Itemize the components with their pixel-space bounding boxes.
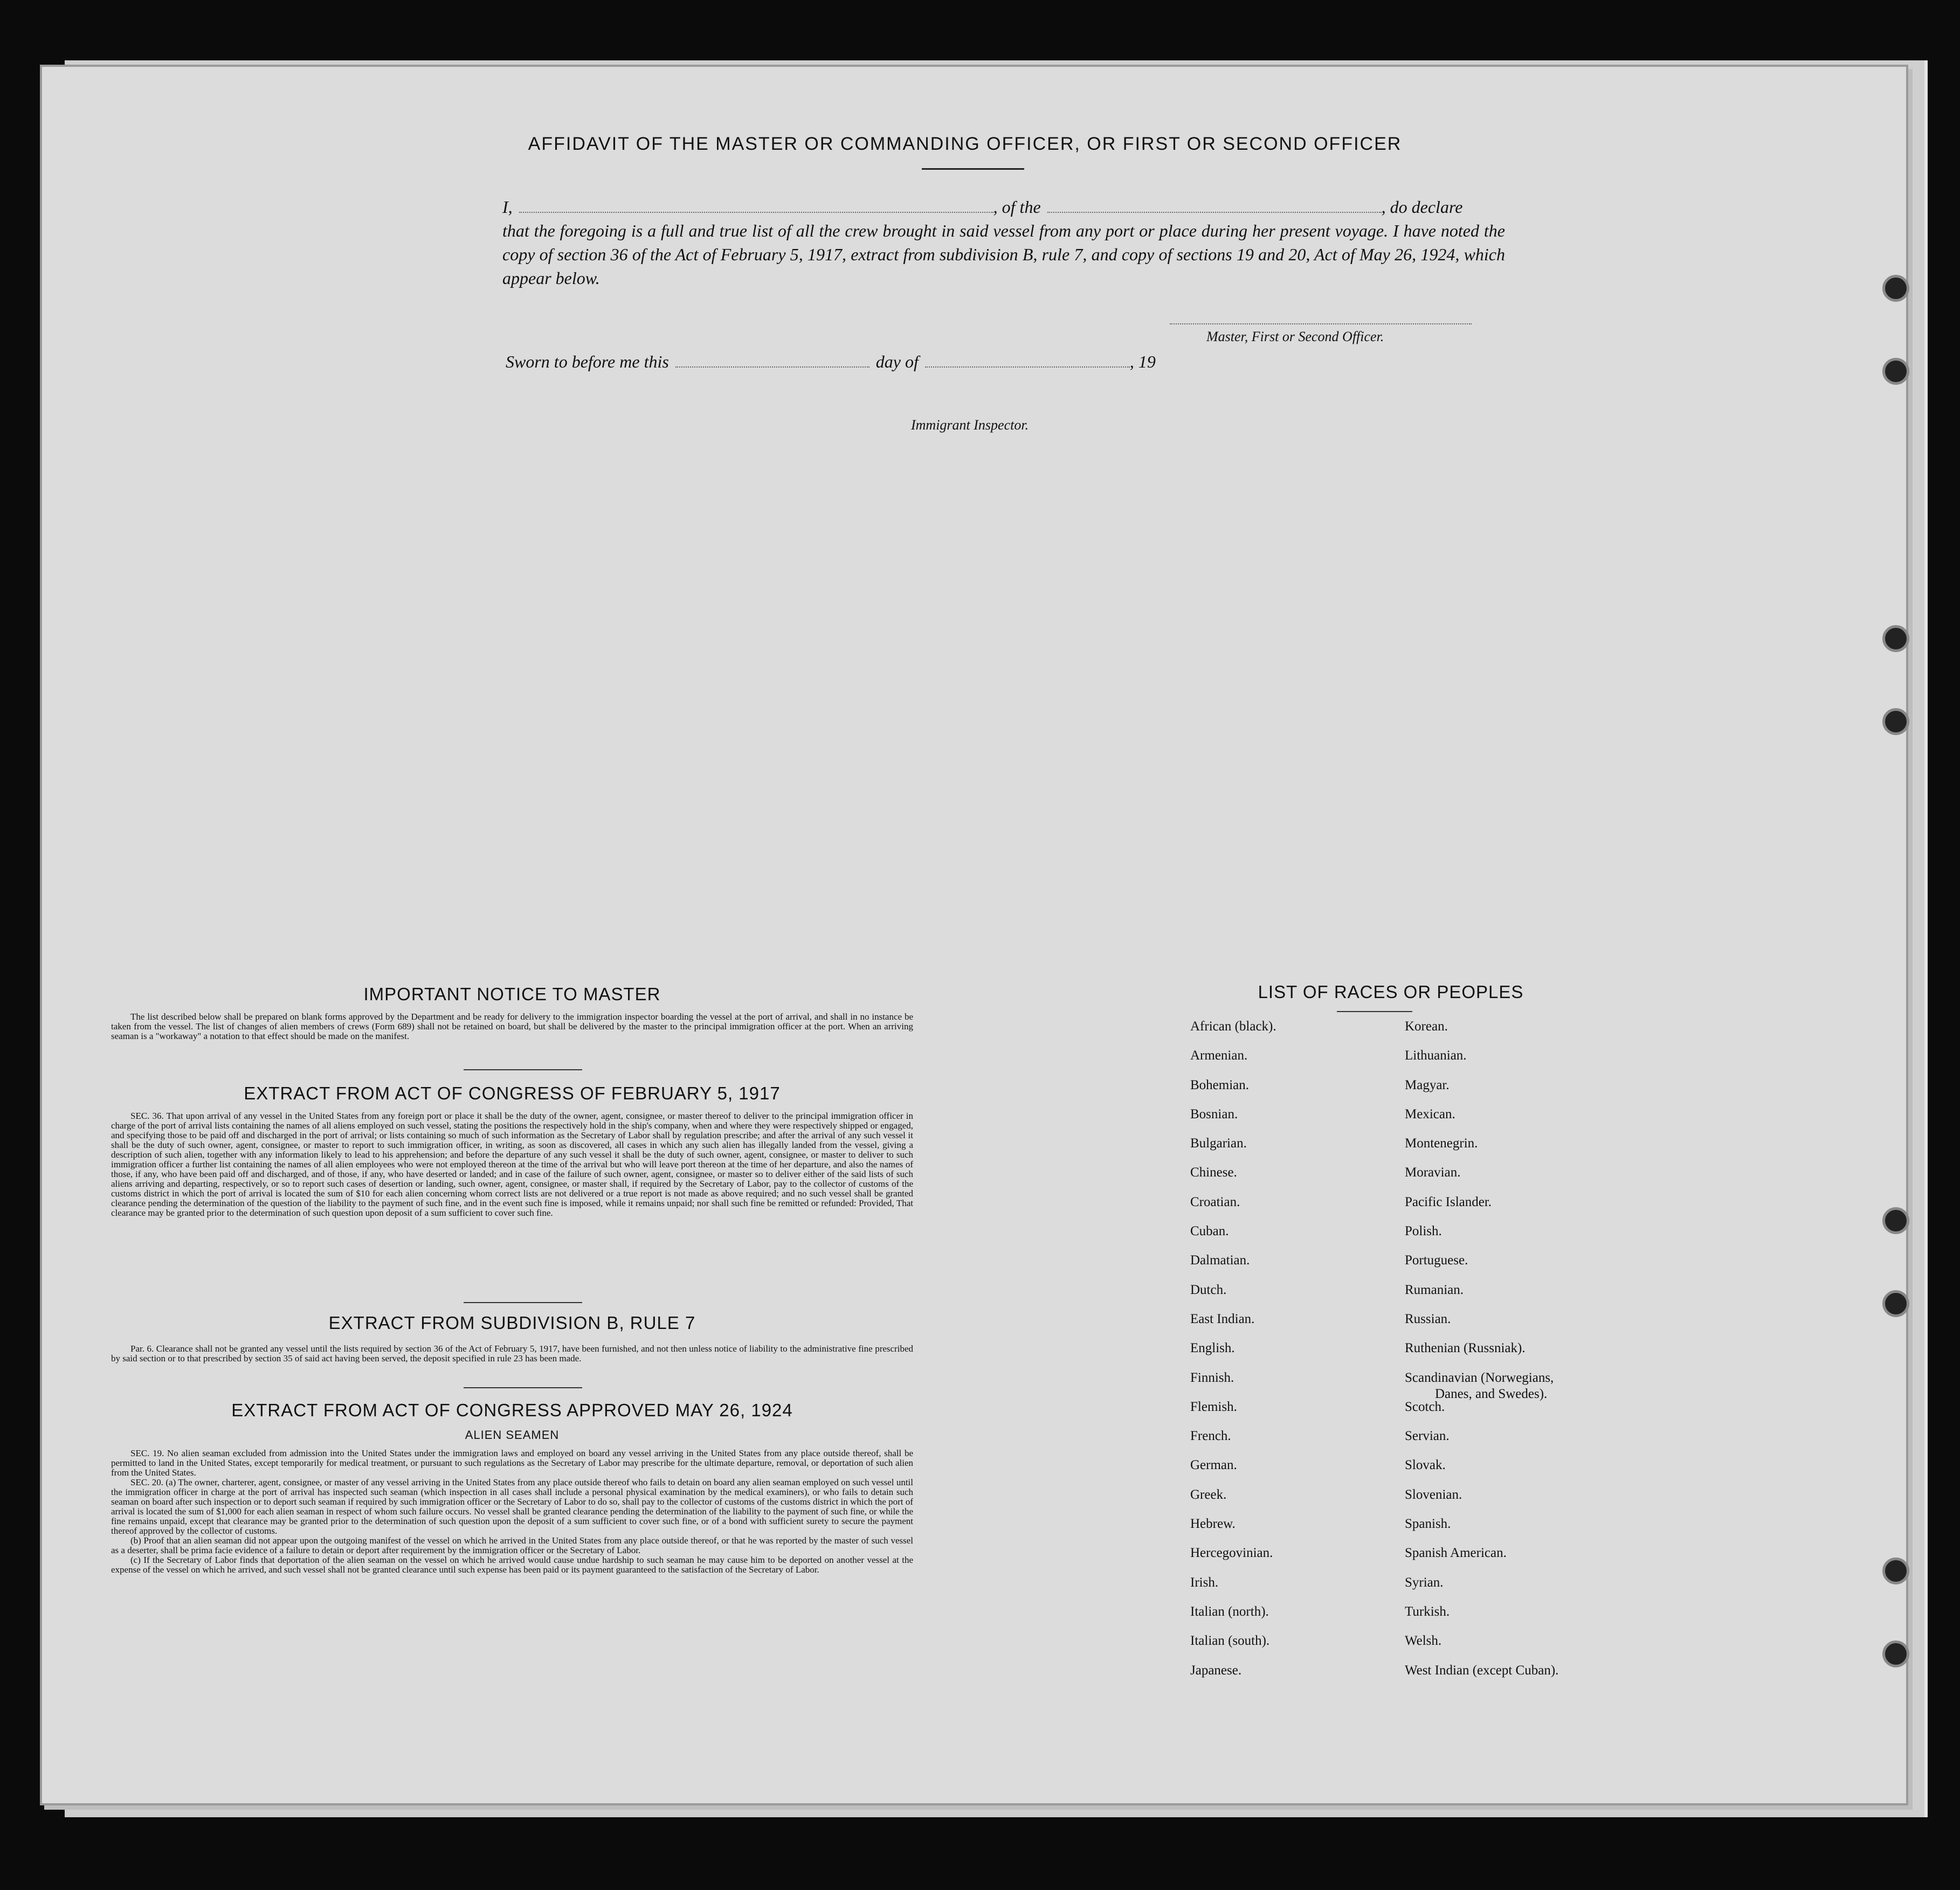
rule7-text: Par. 6. Clearance shall not be granted any vessel until the lists required by section 36 of the Act of February 5, 1917, have been furnished, and not then unless notice of liability to the administrative fine prescribed by said section or to that prescribed by section 35 of said act having been served, the deposit specified in rule 23 has been made. — [111, 1344, 913, 1363]
list-item: Ruthenian (Russniak). — [1405, 1341, 1526, 1356]
affidavit-body-text: that the foregoing is a full and true list of all the crew brought in said vessel from any port or place during her present voyage. I have noted the copy of section 36 of the Act of February 5, 1917, extract from subdivision B, rule 7, and copy of sections 19 and 20, Act of May 26, 1924, which appear below. — [502, 221, 1505, 288]
list-item: Portuguese. — [1405, 1253, 1468, 1268]
section-divider — [464, 1387, 582, 1388]
list-item: Magyar. — [1405, 1077, 1450, 1092]
list-item: Servian. — [1405, 1429, 1450, 1444]
list-item: Cuban. — [1190, 1224, 1229, 1239]
punch-hole-icon — [1882, 1557, 1909, 1584]
list-item: Korean. — [1405, 1019, 1448, 1034]
list-item: English. — [1190, 1341, 1235, 1356]
races-left-column — [1190, 1019, 1276, 1692]
day-of-label: day of — [875, 352, 919, 371]
list-item: Bohemian. — [1190, 1077, 1250, 1092]
list-item: Hercegovinian. — [1190, 1546, 1273, 1561]
races-underline — [1337, 1011, 1412, 1012]
sworn-day-field[interactable] — [675, 351, 869, 368]
list-item: Lithuanian. — [1405, 1048, 1467, 1063]
notice-title: IMPORTANT NOTICE TO MASTER — [363, 984, 661, 1004]
declarant-prefix: I, — [502, 197, 513, 217]
list-item: Russian. — [1405, 1311, 1451, 1326]
extract-1924-title: EXTRACT FROM ACT OF CONGRESS APPROVED MAY 26, 1924 — [231, 1400, 793, 1420]
title-underline — [922, 168, 1024, 170]
list-item: Dalmatian. — [1190, 1253, 1250, 1268]
extract-1917-title: EXTRACT FROM ACT OF CONGRESS OF FEBRUARY 5, 1917 — [244, 1083, 781, 1103]
list-item: French. — [1190, 1429, 1231, 1444]
list-item: Moravian. — [1405, 1165, 1461, 1180]
list-item: Montenegrin. — [1405, 1136, 1478, 1151]
list-item: Italian (south). — [1190, 1633, 1270, 1649]
list-item: Italian (north). — [1190, 1604, 1269, 1619]
affidavit-title: AFFIDAVIT OF THE MASTER OR COMMANDING OFFICER, OR FIRST OR SECOND OFFICER — [528, 134, 1402, 154]
list-item: Mexican. — [1405, 1106, 1455, 1121]
alien-seamen-subtitle: ALIEN SEAMEN — [465, 1428, 560, 1442]
list-item: African (black). — [1190, 1019, 1276, 1034]
list-item: Croatian. — [1190, 1194, 1240, 1209]
vessel-name-field[interactable] — [1047, 197, 1382, 213]
declaration-line — [502, 195, 1505, 219]
races-right-column — [1405, 1019, 1558, 1692]
list-item-line: Danes, and Swedes). — [1435, 1386, 1548, 1401]
list-item: Spanish. — [1405, 1517, 1451, 1532]
list-item: Pacific Islander. — [1405, 1194, 1492, 1209]
list-item: Irish. — [1190, 1575, 1219, 1590]
list-item: Hebrew. — [1190, 1517, 1236, 1532]
sworn-line — [506, 351, 1156, 372]
list-item: Spanish American. — [1405, 1546, 1507, 1561]
signature-line[interactable] — [1170, 323, 1472, 324]
punch-hole-icon — [1882, 358, 1909, 385]
list-item: Scotch. — [1405, 1399, 1445, 1414]
list-item: German. — [1190, 1458, 1237, 1473]
list-item: Polish. — [1405, 1224, 1442, 1239]
list-item: Bosnian. — [1190, 1106, 1238, 1121]
list-item: Armenian. — [1190, 1048, 1248, 1063]
year-label: , 19 — [1129, 352, 1156, 371]
list-item: Greek. — [1190, 1487, 1227, 1502]
list-item: Turkish. — [1405, 1604, 1450, 1619]
notice-text: The list described below shall be prepared on blank forms approved by the Department and be ready for delivery to the immigration inspector boarding the vessel at the port of arrival, and shall in no instance be taken from the vessel. The list of changes of alien members of crews (Form 689) shall not be retained on board, but shall be delivered by the master to the principal immigration officer at the port. When an arriving seaman is a "workaway" a notation to that effect should be made on the manifest. — [111, 1012, 913, 1041]
sec20c-paragraph: (c) If the Secretary of Labor finds that deportation of the alien seaman on the vessel on which he arrived would cause undue hardship to such seaman he may cause him to be deported on another vessel at the expense of the vessel on which he arrived, and such vessel shall not be granted clearance until such expense has been paid or its payment guaranteed to the satisfaction of the Secretary of Labor. — [111, 1555, 913, 1575]
inspector-caption: Immigrant Inspector. — [911, 417, 1029, 433]
list-item — [1405, 1370, 1558, 1399]
sec20b-paragraph: (b) Proof that an alien seaman did not appear upon the outgoing manifest of the vessel on which he arrived in the United States from any place outside thereof, or that he was reported by the master of such vessel as a deserter, shall be prima facie evidence of a failure to detain or deport after requirement by the immigration officer or the Secretary of Labor. — [111, 1535, 913, 1555]
punch-hole-icon — [1882, 1640, 1909, 1667]
list-item: West Indian (except Cuban). — [1405, 1663, 1559, 1678]
list-item: Slovak. — [1405, 1458, 1446, 1473]
sec20a-paragraph: SEC. 20. (a) The owner, charterer, agent, consignee, or master of any vessel arriving in the United States from any place outside thereof who fails to detain on board any alien seaman employed on such vessel until the immigration officer in charge at the port of arrival has inspected such seaman (which inspection in all cases shall include a personal physical examination by the medical examiners), or who fails to detain such seaman on board after such inspection or to deport such seaman if required by such immigration officer or the Secretary of Labor to do so, shall pay to the collector of customs of the customs district in which the port of arrival is located the sum of $1,000 for each alien seaman in respect of whom such failure occurs. No vessel shall be granted clearance pending the determination of the liability to the payment of such fine, or while the fine remains unpaid, except that clearance may be granted prior to the determination of such question upon the deposit of a sum sufficient to cover such fine, or of a bond with sufficient surety to secure the payment thereof approved by the collector of customs. — [111, 1477, 913, 1536]
rule7-title: EXTRACT FROM SUBDIVISION B, RULE 7 — [328, 1313, 696, 1333]
declarant-name-field[interactable] — [519, 197, 993, 213]
list-item: Chinese. — [1190, 1165, 1237, 1180]
list-item: Flemish. — [1190, 1399, 1237, 1414]
declare-label: , do declare — [1381, 197, 1463, 217]
section-divider — [464, 1302, 582, 1303]
list-item: East Indian. — [1190, 1311, 1255, 1326]
punch-hole-icon — [1882, 1290, 1909, 1317]
list-item: Bulgarian. — [1190, 1136, 1247, 1151]
section-divider — [464, 1069, 582, 1070]
sec19-paragraph: SEC. 19. No alien seaman excluded from admission into the United States under the immigration laws and employed on board any vessel arriving in the United States from any place outside thereof, shall be permitted to land in the United States, except temporarily for medical treatment, or pursuant to such regulations as the Secretary of Labor may prescribe for the ultimate departure, removal, or deportation of such alien from the United States. — [111, 1448, 913, 1478]
extract-1924-text — [111, 1449, 913, 1575]
sworn-prefix: Sworn to before me this — [506, 352, 669, 371]
punch-hole-icon — [1882, 275, 1909, 302]
sworn-month-field[interactable] — [925, 351, 1130, 368]
list-item: Finnish. — [1190, 1370, 1234, 1385]
extract-1917-text: SEC. 36. That upon arrival of any vessel in the United States from any foreign port or place it shall be the duty of the owner, agent, consignee, or master thereof to deliver to the principal immigration officer in charge of the port of arrival lists containing the names of all aliens employed on such vessel, stating the positions the respectively hold in the ship's company, when and where they were respectively shipped or engaged, and specifying those to be paid off and discharged in the port of arrival; or lists containing so much of such information as the Secretary of Labor shall by regulation prescribe; and after the arrival of any such vessel it shall be the duty of such owner, agent, consignee, or master to report to such immigration officer, in writing, as soon as discovered, all cases in which any such alien has illegally landed from the vessel, giving a description of such alien, together with any information likely to lead to his apprehension; and before the departure of any such vessel it shall be the duty of such owner, agent, consignee, or master to deliver to such immigration officer a further list containing the names of all alien employees who were not employed thereon at the time of the arrival but who will leave port thereon at the time of her departure, and also the names of those, if any, who have been paid off and discharged, and of those, if any, who have deserted or landed; and in case of the failure of such owner, agent, consignee, or master so to deliver either of the said lists of such aliens arriving and departing, respectively, or so to report such cases of desertion or landing, such owner, agent, consignee, or master shall, if required by the Secretary of Labor, pay to the collector of customs of the customs district in which the port of arrival is located the sum of $10 for each alien concerning whom correct lists are not delivered or a true report is not made as above required; and no such vessel shall be granted clearance pending the determination of the question of the liability to the payment of such fine, and in the event such fine is imposed, while it remains unpaid; nor shall such fine be remitted or refunded: Provided, That clearance may be granted prior to the determination of such question upon deposit of a sum sufficient to cover such fine. — [111, 1111, 913, 1218]
list-item: Slovenian. — [1405, 1487, 1462, 1502]
list-item-line: Scandinavian (Norwegians, — [1405, 1370, 1554, 1385]
list-item: Dutch. — [1190, 1282, 1227, 1297]
races-title: LIST OF RACES OR PEOPLES — [1258, 982, 1524, 1002]
punch-hole-icon — [1882, 625, 1909, 652]
punch-hole-icon — [1882, 1207, 1909, 1234]
signature-caption: Master, First or Second Officer. — [1206, 329, 1384, 344]
list-item: Japanese. — [1190, 1663, 1242, 1678]
punch-hole-icon — [1882, 708, 1909, 735]
list-item: Welsh. — [1405, 1633, 1442, 1649]
list-item: Syrian. — [1405, 1575, 1444, 1590]
of-the-label: , of the — [993, 197, 1041, 217]
affidavit-statement — [502, 195, 1505, 290]
list-item: Rumanian. — [1405, 1282, 1464, 1297]
